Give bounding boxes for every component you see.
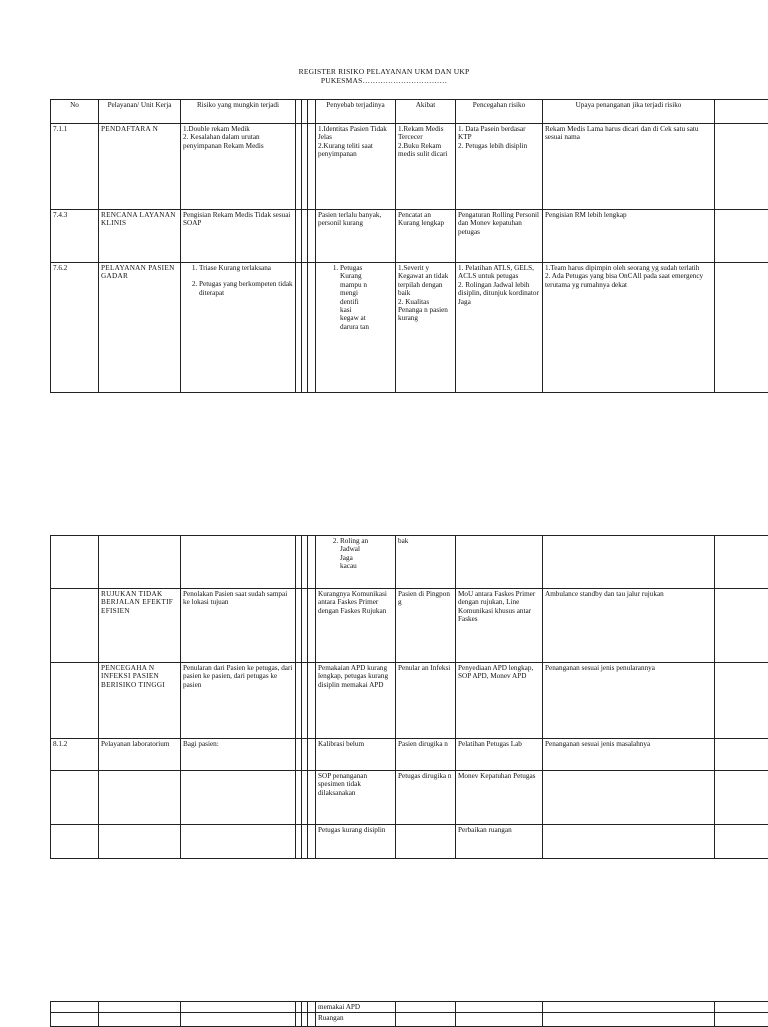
- list-item: 1. Triase Kurang terlaksana: [199, 264, 293, 272]
- cell-no: [51, 1002, 99, 1013]
- cell-akibat: [396, 1013, 456, 1027]
- table-row: [51, 825, 768, 859]
- narrow-cell: [308, 263, 316, 393]
- blank-tail-cell: [715, 825, 768, 859]
- header-no: No: [51, 100, 99, 124]
- list-item: 2. Roling an Jadwal Jaga kacau: [340, 537, 370, 571]
- narrow-cell: [308, 210, 316, 263]
- cell-penyebab: 1.Identitas Pasien Tidak Jelas 2.Kurang teliti saat penyimpanan: [316, 124, 396, 210]
- header-penyebab: Penyebab terjadinya: [316, 100, 396, 124]
- header-akibat: Akibat: [396, 100, 456, 124]
- cell-no: 7.6.2: [51, 263, 99, 393]
- cell-akibat: [396, 825, 456, 859]
- cell-pencegahan: Perbaikan ruangan: [456, 825, 543, 859]
- blank-tail-cell: [715, 739, 768, 771]
- cell-upaya: [543, 1013, 715, 1027]
- cell-upaya: [543, 1002, 715, 1013]
- narrow-cell: [308, 663, 316, 739]
- cell-penyebab: Pemakaian APD kurang lengkap, petugas kurang disiplin memakai APD: [316, 663, 396, 739]
- cell-akibat: 1.Rekam Medis Tercecer 2.Buku Rekam medis sulit dicari: [396, 124, 456, 210]
- cell-unit: PENCEGAHA N INFEKSI PASIEN BERISIKO TINGGI: [99, 663, 181, 739]
- cell-unit: [99, 536, 181, 589]
- cell-no: [51, 1013, 99, 1027]
- cell-upaya: Penanganan sesuai jenis penularannya: [543, 663, 715, 739]
- blank-tail-cell: [715, 124, 768, 210]
- narrow-cell: [308, 739, 316, 771]
- cell-penyebab: Kalibrasi belum: [316, 739, 396, 771]
- cell-no: [51, 825, 99, 859]
- narrow-cell: [308, 1002, 316, 1013]
- blank-tail-cell: [715, 1013, 768, 1027]
- cell-upaya: Ambulance standby dan tau jalur rujukan: [543, 589, 715, 663]
- cell-no: 8.1.2: [51, 739, 99, 771]
- blank-tail-cell: [715, 663, 768, 739]
- table-row: [51, 1013, 768, 1027]
- table-row: [51, 1002, 768, 1013]
- table-row: [51, 663, 768, 739]
- table-row: [51, 210, 768, 263]
- table-row: [51, 739, 768, 771]
- title-line-1: REGISTER RISIKO PELAYANAN UKM DAN UKP: [0, 67, 768, 76]
- cell-pencegahan: [456, 536, 543, 589]
- narrow-cell: [308, 124, 316, 210]
- cell-risiko: 1.Double rekam Medik 2. Kesalahan dalam urutan penyimpanan Rekam Medis: [181, 124, 296, 210]
- cell-akibat: Pasien dirugika n: [396, 739, 456, 771]
- cell-pencegahan: Monev Kepatuhan Petugas: [456, 771, 543, 825]
- blank-tail-cell: [715, 589, 768, 663]
- cell-pencegahan: Pelatihan Petugas Lab: [456, 739, 543, 771]
- cell-unit: PENDAFTARA N: [99, 124, 181, 210]
- cell-akibat: [396, 1002, 456, 1013]
- cell-pencegahan: Pengaturan Rolling Personil dan Monev kepatuhan petugas: [456, 210, 543, 263]
- cell-penyebab: memakai APD: [316, 1002, 396, 1013]
- header-upaya: Upaya penanganan jika terjadi risiko: [543, 100, 715, 124]
- penyebab-list: [318, 537, 370, 571]
- cell-upaya: [543, 825, 715, 859]
- cell-unit: PELAYANAN PASIEN GADAR: [99, 263, 181, 393]
- cell-pencegahan: 1. Data Pasein berdasar KTP 2. Petugas lebih disiplin: [456, 124, 543, 210]
- cell-upaya: Penanganan sesuai jenis masalahnya: [543, 739, 715, 771]
- cell-risiko: Penularan dari Pasien ke petugas, dari pasien ke pasien, dari petugas ke pasien: [181, 663, 296, 739]
- cell-unit: Pelayanan laboratorium: [99, 739, 181, 771]
- blank-tail-cell: [715, 1002, 768, 1013]
- cell-risiko: [181, 536, 296, 589]
- cell-risiko: [181, 1002, 296, 1013]
- header-risiko: Risiko yang mungkin terjadi: [181, 100, 296, 124]
- penyebab-list: [318, 264, 370, 331]
- cell-akibat: Penular an Infeksi: [396, 663, 456, 739]
- narrow-cell: [308, 536, 316, 589]
- title-line-2: PUKESMAS……………………………: [0, 76, 768, 85]
- cell-upaya: [543, 771, 715, 825]
- cell-pencegahan: 1. Pelatihan ATLS, GELS, ACLS untuk petugas 2. Rolingan Jadwal lebih disiplin, ditunjuk kordinator Jaga: [456, 263, 543, 393]
- header-pencegahan: Pencegahan risiko: [456, 100, 543, 124]
- document-title: [0, 67, 768, 85]
- cell-akibat: Pasien di Pingpon g: [396, 589, 456, 663]
- cell-upaya: 1.Team harus dipimpin oleh seorang yg sudah terlatih 2. Ada Petugas yang bisa OnCAll pada saat emergency terutama yg rumahnya dekat: [543, 263, 715, 393]
- header-unit: Pelayanan/ Unit Kerja: [99, 100, 181, 124]
- cell-akibat: bak: [396, 536, 456, 589]
- narrow-cell: [308, 771, 316, 825]
- cell-unit: [99, 1002, 181, 1013]
- cell-no: [51, 771, 99, 825]
- cell-akibat: Pencatat an Kurang lengkap: [396, 210, 456, 263]
- cell-unit: [99, 825, 181, 859]
- cell-penyebab: Petugas kurang disiplin: [316, 825, 396, 859]
- list-item: 1. Petugas Kurang mampu n mengi dentifi kasi kegaw at darura tan: [340, 264, 370, 331]
- blank-tail-cell: [715, 536, 768, 589]
- blank-tail-cell: [715, 263, 768, 393]
- cell-unit: RUJUKAN TIDAK BERJALAN EFEKTIF EFISIEN: [99, 589, 181, 663]
- cell-penyebab: [316, 263, 396, 393]
- blank-tail-cell: [715, 771, 768, 825]
- cell-unit: RENCANA LAYANAN KLINIS: [99, 210, 181, 263]
- cell-risiko: [181, 771, 296, 825]
- header-row: [51, 100, 768, 124]
- list-item: 2. Petugas yang berkompeten tidak diterapat: [199, 280, 293, 297]
- blank-tail-cell: [715, 100, 768, 124]
- cell-risiko: Penolakan Pasien saat sudah sampai ke lokasi tujuan: [181, 589, 296, 663]
- cell-pencegahan: MoU antara Faskes Primer dengan rujukan, Line Komunikasi khusus antar Faskes: [456, 589, 543, 663]
- table-row: [51, 124, 768, 210]
- table-row: [51, 263, 768, 393]
- cell-no: 7.4.3: [51, 210, 99, 263]
- cell-risiko: Bagi pasien:: [181, 739, 296, 771]
- cell-akibat: Petugas dirugika n: [396, 771, 456, 825]
- narrow-cell: [308, 100, 316, 124]
- cell-penyebab: Kurangnya Komunikasi antara Faskes Primer dengan Faskes Rujukan: [316, 589, 396, 663]
- narrow-cell: [308, 1013, 316, 1027]
- blank-tail-cell: [715, 210, 768, 263]
- cell-unit: [99, 771, 181, 825]
- narrow-cell: [308, 825, 316, 859]
- cell-penyebab: [316, 536, 396, 589]
- risk-register-table-1: [50, 99, 768, 393]
- risk-register-table-2: [50, 535, 768, 859]
- cell-penyebab: Pasien terlalu banyak, personil kurang: [316, 210, 396, 263]
- table-row: [51, 536, 768, 589]
- cell-no: [51, 663, 99, 739]
- cell-risiko: Pengisian Rekam Medis Tidak sesuai SOAP: [181, 210, 296, 263]
- cell-penyebab: Ruangan: [316, 1013, 396, 1027]
- cell-risiko: [181, 1013, 296, 1027]
- cell-no: 7.1.1: [51, 124, 99, 210]
- cell-pencegahan: [456, 1002, 543, 1013]
- cell-pencegahan: Penyediaan APD lengkap, SOP APD, Monev APD: [456, 663, 543, 739]
- cell-risiko: [181, 825, 296, 859]
- cell-no: [51, 589, 99, 663]
- cell-akibat: 1.Severit y Kegawat an tidak terpilah dengan baik 2. Kualitas Penanga n pasien kurang: [396, 263, 456, 393]
- cell-upaya: Rekam Medis Lama harus dicari dan di Cek satu satu sesuai nama: [543, 124, 715, 210]
- risk-register-table-3: [50, 1001, 768, 1027]
- table-row: [51, 589, 768, 663]
- cell-no: [51, 536, 99, 589]
- cell-risiko: [181, 263, 296, 393]
- risiko-list: [183, 264, 293, 297]
- cell-upaya: Pengisian RM lebih lengkap: [543, 210, 715, 263]
- cell-upaya: [543, 536, 715, 589]
- cell-pencegahan: [456, 1013, 543, 1027]
- cell-penyebab: SOP penanganan spesimen tidak dilaksanakan: [316, 771, 396, 825]
- narrow-cell: [308, 589, 316, 663]
- cell-unit: [99, 1013, 181, 1027]
- table-row: [51, 771, 768, 825]
